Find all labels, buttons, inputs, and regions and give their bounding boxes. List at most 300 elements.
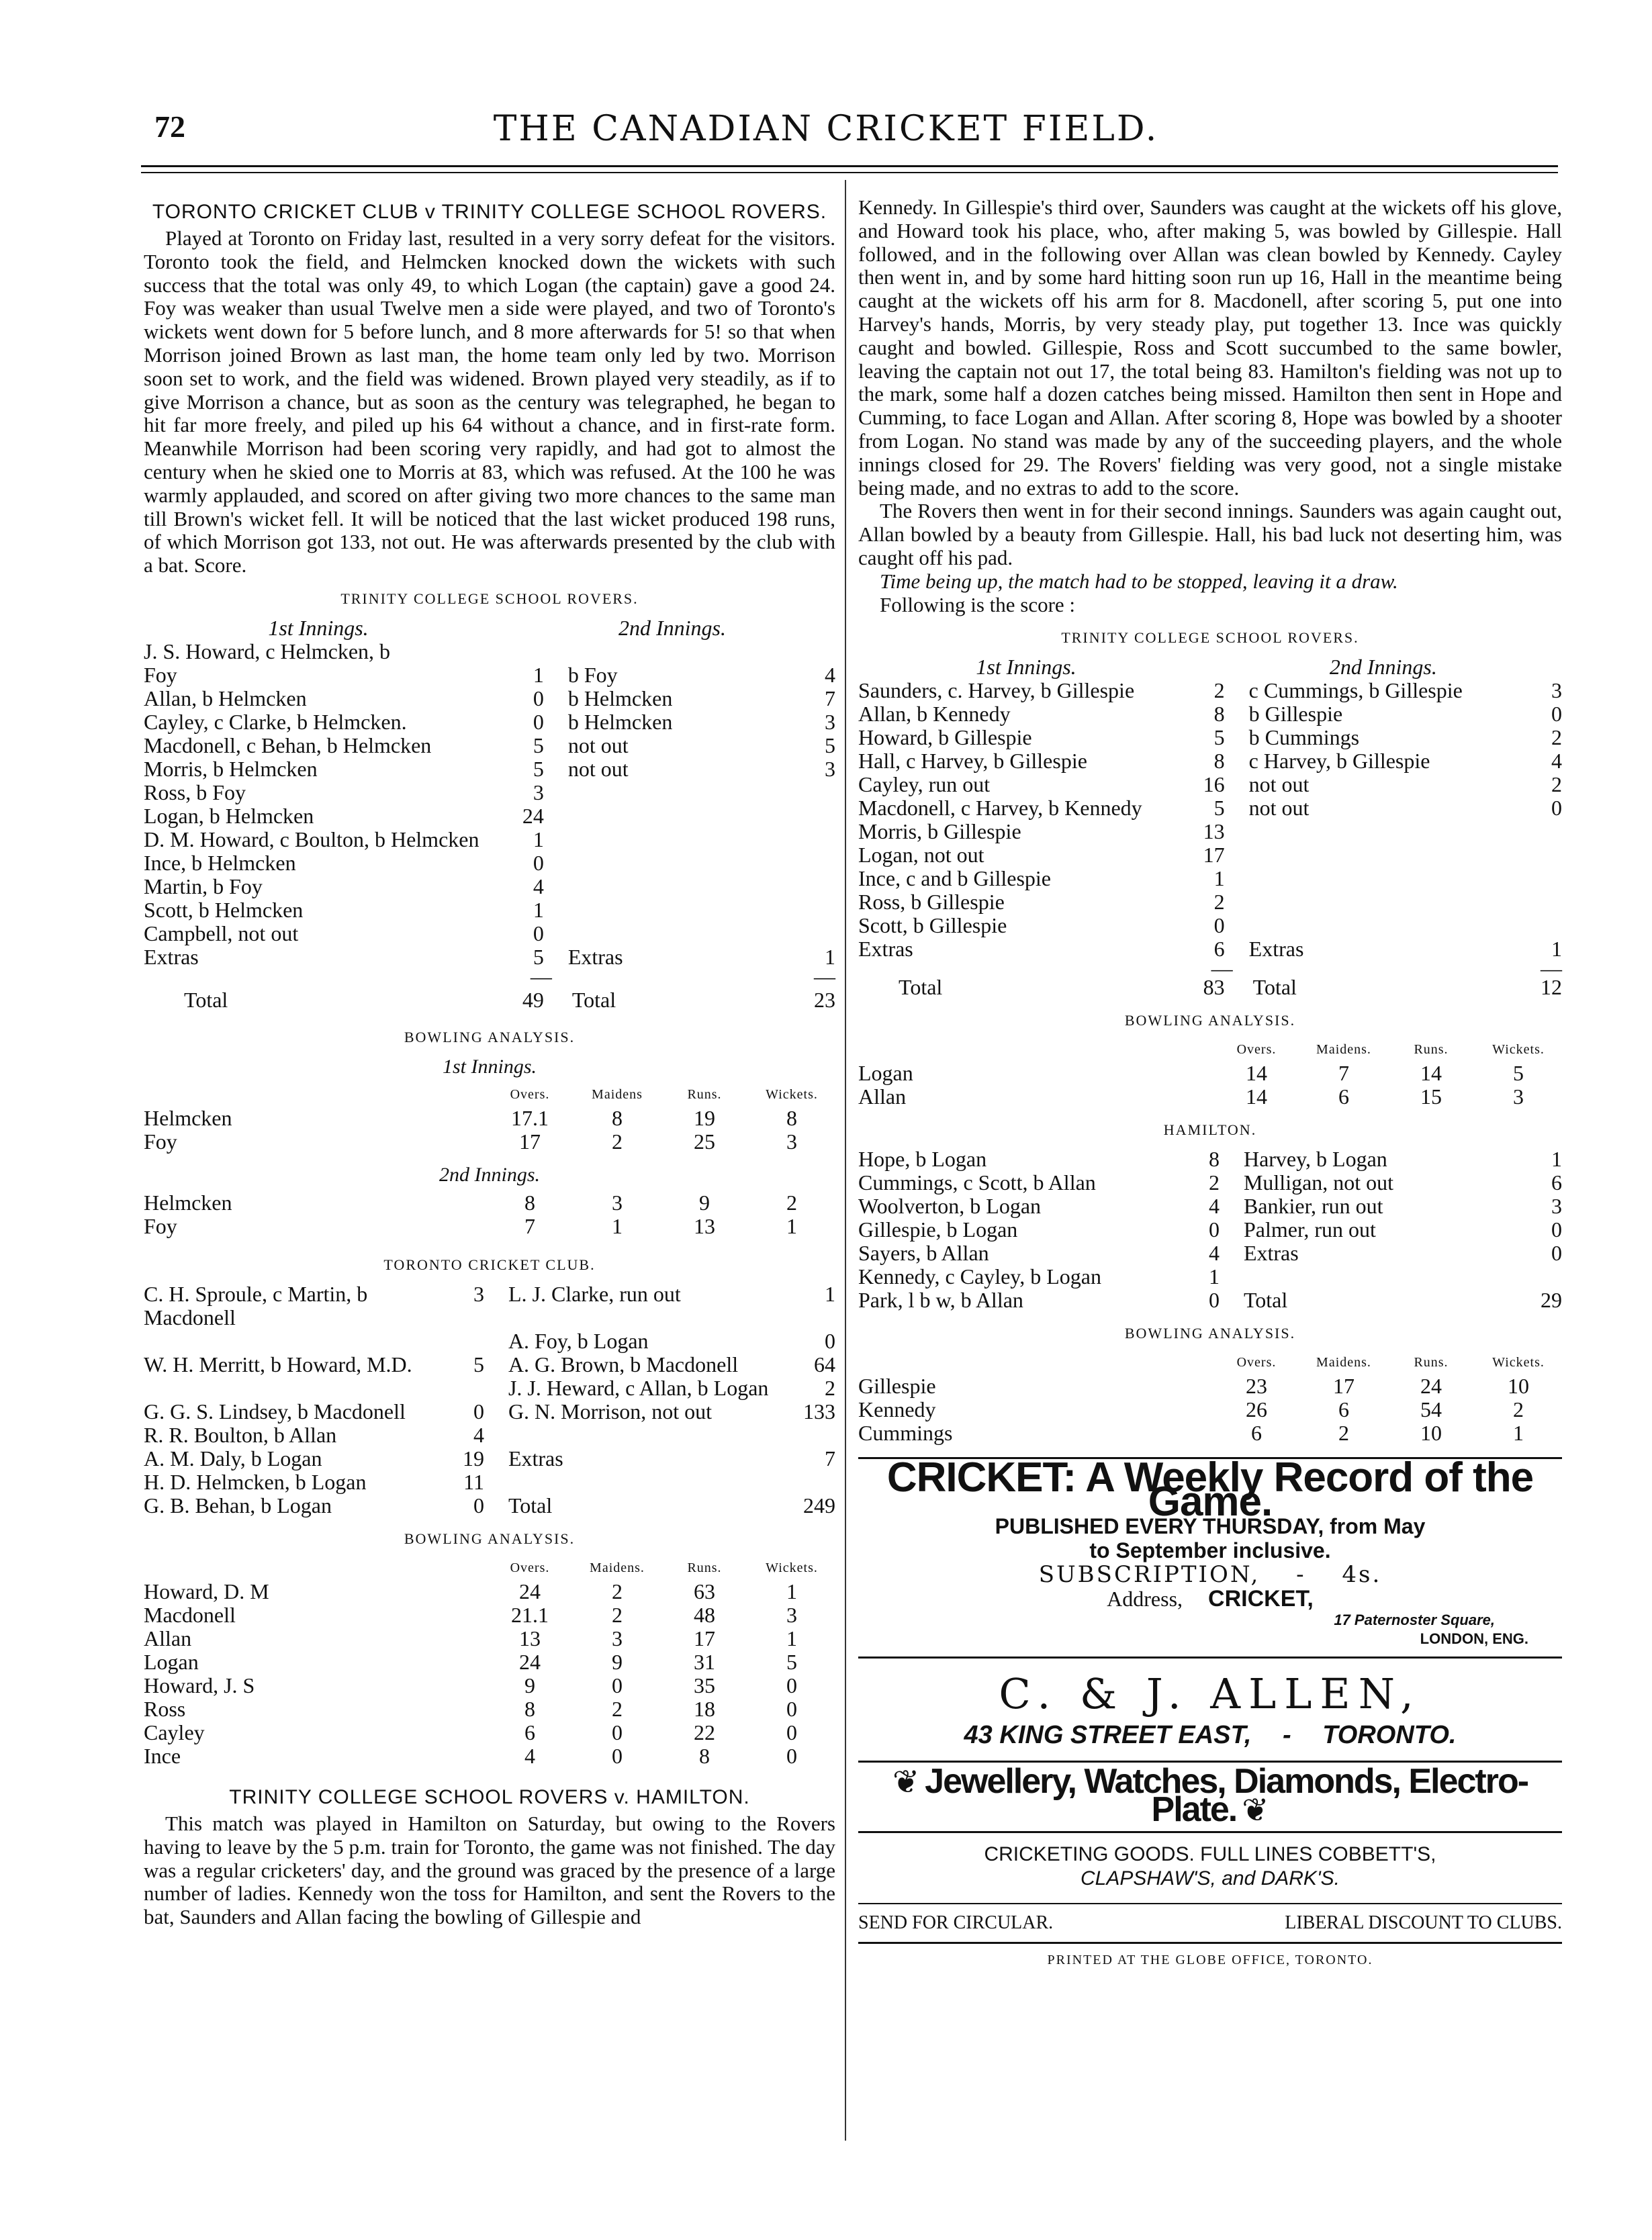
allen-advert-city: TORONTO.: [1322, 1721, 1457, 1750]
bowling-row: [144, 1580, 835, 1603]
runs-1: 0: [473, 1493, 484, 1518]
wickets: 10: [1508, 1374, 1529, 1399]
runs-2: 1: [1551, 937, 1562, 962]
runs-2: 3: [1551, 1194, 1562, 1219]
runs-2: [1534, 914, 1562, 937]
runs-1: 1: [533, 827, 544, 851]
batsman-2: Extras: [1243, 1241, 1299, 1266]
bowling-row: [144, 1130, 835, 1154]
runs-1: 8: [1213, 702, 1225, 727]
batsman-2: Harvey, b Logan: [1243, 1147, 1387, 1172]
batsman-1: Allan, b Helmcken: [144, 686, 307, 710]
allen-advert-goods: Jewellery, Watches, Diamonds, Electro-Plate.: [925, 1762, 1528, 1830]
col-wickets: Wickets.: [766, 1560, 818, 1575]
batsman-1: R. R. Boulton, b Allan: [144, 1422, 337, 1447]
runs-1: 3: [473, 1281, 484, 1306]
runs-2: 1: [825, 1281, 835, 1306]
runs-1: 19: [462, 1446, 484, 1471]
match2-report-score-intro: Following is the score :: [880, 592, 1076, 616]
batsman-2: [552, 898, 792, 922]
runs-2: [792, 851, 835, 875]
match1-bowling-2nd: [144, 1191, 835, 1238]
batsman-1: Extras: [858, 937, 913, 962]
score-row: [144, 1447, 835, 1471]
score-row: [858, 1265, 1562, 1289]
overs: 8: [524, 1696, 535, 1721]
batsman-2: b Cummings: [1248, 725, 1360, 750]
runs-2: 4: [825, 662, 835, 687]
maidens: 2: [612, 1129, 623, 1154]
col-wickets: Wickets.: [1492, 1355, 1545, 1370]
batsman-1: Ross, b Foy: [144, 780, 246, 804]
allen-advert: C. & J. ALLEN, 43 KING STREET EAST, - TORONTO. ❦ Jewellery, Watches, Diamonds, Electro-Plate. ❦ CRICKETING GOODS. FULL LINES COBBETT'S, CLAPSHAW'S, and DARK'S. SEND FOR CIRCULAR. LIBERAL DISCOUNT TO CLUBS.: [858, 1656, 1562, 1935]
overs: 24: [519, 1649, 541, 1674]
bowler: Cayley: [144, 1720, 205, 1744]
wickets: 5: [1513, 1061, 1524, 1086]
right-column: [858, 196, 1562, 1972]
score-row: [858, 1218, 1562, 1242]
batsman-2: [1233, 914, 1534, 937]
runs-2: [792, 781, 835, 804]
runs-1: 0: [533, 709, 544, 734]
match2-report-draw: Time being up, the match had to be stopped, leaving it a draw.: [880, 569, 1398, 593]
runs-2: 0: [1551, 1241, 1562, 1266]
match2-report-start: This match was played in Hamilton on Saturday, but owing to the Rovers having to leave by the 5 p.m. train for Toronto, the game was not finished. The day was a regular cricketers' day, and the ground was graced by the presence of a large number of ladies. Kennedy won the toss for Hamilton, and sent the Rovers to the bat, Saunders and Allan facing the bowling of Gillespie and: [144, 1811, 835, 1929]
allen-advert-cricket-goods: CRICKETING GOODS. FULL LINES COBBETT'S,: [984, 1843, 1436, 1866]
innings-labels-row: [144, 616, 835, 640]
score-row: [144, 804, 835, 828]
batsman-1: W. H. Merritt, b Howard, M.D.: [144, 1352, 412, 1376]
total-label-1: Total: [184, 987, 228, 1012]
runs-2: 0: [1551, 796, 1562, 821]
allen-advert-circular: SEND FOR CIRCULAR.: [858, 1912, 1054, 1934]
match1-report: Played at Toronto on Friday last, resulted in a very sorry defeat for the visitors. Toronto took the field, and Helmcken knocked down the wickets with such success that the total was only 49, to which Logan (the captain) gave a good 24. Foy was weaker than usual Twelve men a side were played, and two of Toronto's wickets went down for 5 before lunch, and 8 more afterwards for 5! so that when Morrison joined Brown as last man, the home team only led by two. Morrison soon set to work, and the field was widened. Brown played very steadily, as if to give Morrison a chance, but as soon as the century was telegraphed, he began to hit far more freely, and piled up his 64 without a chance, and in first-rate form. Meanwhile Morrison had been scoring very rapidly, and had got to almost the century when he skied one to Morris at 83, which was refused. At the 100 he was warmly applauded, and scored on after giving two more chances to the same man till Brown's wicket fell. It will be noticed that the last wicket produced 198 runs, of which Morrison got 133, not out. He was afterwards presented by the club with a bat. Score.: [144, 226, 835, 577]
overs: 9: [524, 1673, 535, 1697]
batsman-1: Macdonell, c Behan, b Helmcken: [144, 733, 432, 757]
bowling-row: [858, 1062, 1562, 1085]
cricket-advert-title: CRICKET: A Weekly Record of the Game.: [886, 1454, 1534, 1526]
total-value-1: 83: [1203, 975, 1225, 1000]
hamilton-bowling: [858, 1351, 1562, 1445]
col-wickets: Wickets.: [1492, 1042, 1545, 1058]
bowling-row: [144, 1744, 835, 1768]
batsman-2: not out: [567, 733, 629, 757]
batsman-2: not out: [1248, 796, 1310, 821]
batsman-2: [552, 804, 792, 828]
batsman-2: [1228, 1265, 1524, 1289]
bowler: Ross: [144, 1696, 186, 1721]
batsman-2: c Cummings, b Gillespie: [1248, 678, 1463, 703]
wickets: 0: [786, 1673, 797, 1697]
runs-2: 0: [1551, 1217, 1562, 1242]
batsman-2: b Helmcken: [567, 709, 673, 734]
runs-1: 0: [1208, 1217, 1220, 1242]
batsman-2: not out: [567, 756, 629, 781]
batsman-1: C. H. Sproule, c Martin, b Macdonell: [144, 1281, 368, 1329]
bowling-row: [144, 1674, 835, 1697]
cricket-advert-street: 17 Paternoster Square,: [1334, 1612, 1495, 1629]
score-row: [144, 1329, 835, 1353]
bowling-row: [144, 1697, 835, 1721]
batsman-1: Cummings, c Scott, b Allan: [858, 1170, 1096, 1195]
allen-advert-discount: LIBERAL DISCOUNT TO CLUBS.: [1285, 1912, 1562, 1934]
col-overs: Overs.: [1236, 1042, 1277, 1058]
cricket-advert-published: PUBLISHED EVERY THURSDAY, from May: [995, 1514, 1426, 1539]
runs-1: 2: [1213, 678, 1225, 703]
score-row: [858, 914, 1562, 937]
batsman-1: Ross, b Gillespie: [858, 890, 1005, 915]
runs-1: 4: [473, 1422, 484, 1447]
runs-1: 5: [533, 756, 544, 781]
batsman-1: Hope, b Logan: [858, 1147, 987, 1172]
runs-2: [1534, 843, 1562, 867]
batsman-2: [1233, 890, 1534, 914]
first-innings-label: 1st Innings.: [976, 655, 1076, 680]
runs-1: 0: [533, 686, 544, 710]
runs-1: 13: [1203, 819, 1225, 844]
score-row: [858, 1242, 1562, 1265]
batsman-2: Extras: [567, 944, 623, 969]
score-row: [144, 945, 835, 969]
wickets: 8: [786, 1105, 797, 1130]
runs-2: 3: [825, 756, 835, 781]
runs-1: 1: [533, 897, 544, 922]
match1-bowling-heading: BOWLING ANALYSIS.: [404, 1028, 576, 1045]
runs-2: 249: [803, 1493, 835, 1518]
col-wickets: Wickets.: [766, 1086, 818, 1102]
runs: 24: [1420, 1374, 1442, 1399]
batsman-1: Foy: [144, 662, 177, 687]
overs: 23: [1246, 1374, 1267, 1399]
score-row: [144, 640, 835, 663]
batsman-1: Logan, b Helmcken: [144, 803, 314, 828]
batsman-1: D. M. Howard, c Boulton, b Helmcken: [144, 827, 479, 851]
runs: 54: [1420, 1397, 1442, 1422]
maidens: 6: [1338, 1084, 1349, 1109]
runs: 19: [694, 1105, 715, 1130]
runs-1: 2: [1213, 890, 1225, 915]
toronto-heading: TORONTO CRICKET CLUB.: [383, 1256, 596, 1273]
runs-2: 133: [803, 1399, 835, 1424]
batsman-2: [552, 922, 792, 945]
batsman-1: Woolverton, b Logan: [858, 1194, 1042, 1219]
batsman-1: Macdonell, c Harvey, b Kennedy: [858, 796, 1142, 821]
left-ornament-icon: ❦: [892, 1765, 920, 1801]
batsman-2: not out: [1248, 772, 1310, 797]
match2-rovers-heading: TRINITY COLLEGE SCHOOL ROVERS.: [1061, 629, 1359, 647]
header-rule-bottom: [141, 172, 1558, 173]
cricket-advert-period: to September inclusive.: [1089, 1538, 1331, 1563]
match1-rovers-heading: TRINITY COLLEGE SCHOOL ROVERS.: [340, 590, 639, 607]
runs-1: 17: [1203, 843, 1225, 868]
overs: 6: [524, 1720, 535, 1744]
bowler: Cummings: [858, 1421, 953, 1446]
score-row: [144, 922, 835, 945]
match1-bowling-1st: [144, 1083, 835, 1154]
score-row: [858, 1195, 1562, 1218]
bowler: Howard, D. M: [144, 1579, 269, 1603]
match2-bowling-heading: BOWLING ANALYSIS.: [1124, 1012, 1296, 1029]
score-row: [858, 890, 1562, 914]
bowling-row: [858, 1421, 1562, 1445]
wickets: 1: [786, 1626, 797, 1650]
score-row: [144, 687, 835, 710]
batsman-1: G. B. Behan, b Logan: [144, 1493, 332, 1518]
score-row: [144, 1494, 835, 1518]
bowling-row: [144, 1721, 835, 1744]
maidens: 17: [1333, 1374, 1355, 1399]
maidens: 2: [1338, 1421, 1349, 1446]
batsman-2: [552, 781, 792, 804]
wickets: 2: [786, 1190, 797, 1215]
maidens: 7: [1338, 1061, 1349, 1086]
runs-1: 0: [533, 850, 544, 875]
batsman-2: c Harvey, b Gillespie: [1248, 749, 1430, 774]
batsman-2: J. J. Heward, c Allan, b Logan: [508, 1375, 769, 1400]
score-row: [858, 679, 1562, 702]
score-row: [858, 1148, 1562, 1171]
runs-2: [792, 828, 835, 851]
bowler: Allan: [144, 1626, 192, 1650]
score-row: [144, 757, 835, 781]
total-label-1: Total: [899, 975, 943, 1000]
runs-2: [800, 1424, 835, 1447]
match2-rovers-totals: [858, 976, 1562, 999]
overs: 14: [1246, 1084, 1267, 1109]
total-value-2: 12: [1541, 975, 1562, 1000]
bowling-row: [144, 1603, 835, 1627]
runs-2: 64: [814, 1352, 835, 1376]
runs-1: 3: [533, 780, 544, 804]
wickets: 3: [786, 1602, 797, 1627]
allen-advert-street: 43 KING STREET EAST,: [964, 1721, 1252, 1750]
bowler: Logan: [144, 1649, 199, 1674]
overs: 6: [1251, 1421, 1262, 1446]
batsman-1: G. G. S. Lindsey, b Macdonell: [144, 1399, 406, 1424]
bowler: Allan: [858, 1084, 907, 1109]
score-row: [144, 1353, 835, 1376]
batsman-2: b Gillespie: [1248, 702, 1343, 727]
runs-1: 16: [1203, 772, 1225, 797]
match2-report-second-innings: The Rovers then went in for their second innings. Saunders was again caught out, Allan bowled by a beauty from Gillespie. Hall, his bad luck not deserting him, was caught off his pad.: [858, 499, 1562, 569]
score-row: [144, 710, 835, 734]
overs: 21.1: [511, 1602, 549, 1627]
runs-2: 3: [825, 709, 835, 734]
batsman-1: [144, 1376, 459, 1400]
score-row: [144, 1424, 835, 1447]
col-maidens: Maidens.: [1316, 1355, 1371, 1370]
allen-advert-makers: CLAPSHAW'S, and DARK'S.: [1080, 1867, 1340, 1890]
total-label-2: Total: [1252, 975, 1297, 1000]
overs: 14: [1246, 1061, 1267, 1086]
batsman-2: [552, 640, 792, 663]
runs: 13: [694, 1213, 715, 1238]
wickets: 0: [786, 1720, 797, 1744]
runs-2: 7: [825, 686, 835, 710]
running-head: THE CANADIAN CRICKET FIELD.: [493, 109, 1159, 149]
batsman-1: Allan, b Kennedy: [858, 702, 1011, 727]
score-row: [144, 828, 835, 851]
runs-2: [1524, 1265, 1562, 1289]
total-value-1: 49: [522, 987, 544, 1012]
match1-bowling-2nd-label: 2nd Innings.: [439, 1163, 540, 1186]
runs-2: 0: [1551, 702, 1562, 727]
batsman-2: A. Foy, b Logan: [508, 1328, 649, 1353]
maidens: 0: [612, 1673, 623, 1697]
runs-1: 2: [1208, 1170, 1220, 1195]
match2-report-continued: Kennedy. In Gillespie's third over, Saunders was caught at the wickets off his glove, and Howard took his place, who, after making 5, was bowled by Gillespie. Hall followed, and in the following over Allan was clean bowled by Kennedy. Cayley then went in, and by some hard hitting soon run up 16, Hall in the meantime being caught at the wickets off his arm for 8. Macdonell, after scoring 5, put one into Harvey's hands, Morris, by very steady play, put together 13. Ince was quickly caught and bowled. Gillespie, Ross and Scott succumbed to the same bowler, leaving the captain not out 17, the total being 83. Hamilton's fielding was not up to the mark, some half a dozen catches being missed. Hamilton then sent in Hope and Cumming, to face Logan and Allan. After scoring 8, Hope was bowled by a shooter from Logan. No stand was made by any of the succeeding players, and the whole innings closed for 29. The Rovers' fielding was very good, not a single mistake being made, and no extras to add to the score.: [858, 195, 1562, 500]
runs-1: 5: [533, 944, 544, 969]
batsman-1: Campbell, not out: [144, 921, 299, 945]
batsman-1: Park, l b w, b Allan: [858, 1288, 1023, 1313]
batsman-2: b Foy: [567, 662, 618, 687]
runs: 22: [694, 1720, 715, 1744]
runs-2: [1534, 820, 1562, 843]
maidens: 0: [612, 1720, 623, 1744]
runs-1: 24: [522, 803, 544, 828]
match2-rovers-bowling: [858, 1038, 1562, 1109]
bowler: Gillespie: [858, 1374, 936, 1399]
cricket-advert: CRICKET: A Weekly Record of the Game. PUBLISHED EVERY THURSDAY, from May to September inclusive. SUBSCRIPTION, - 4s. Address, CRICKET, 17 Paternoster Square, LONDON, ENG.: [858, 1457, 1562, 1648]
score-row: [144, 1471, 835, 1494]
batsman-1: Scott, b Gillespie: [858, 913, 1007, 938]
allen-advert-name: C. & J. ALLEN,: [999, 1669, 1422, 1719]
overs: 8: [524, 1190, 535, 1215]
bowler: Helmcken: [144, 1105, 232, 1130]
runs-2: 6: [1551, 1170, 1562, 1195]
match1-rovers-totals: [144, 984, 835, 1016]
batsman-1: Kennedy, c Cayley, b Logan: [858, 1264, 1101, 1289]
bowling-row: [144, 1107, 835, 1130]
runs-1: 1: [533, 662, 544, 687]
wickets: 2: [1513, 1397, 1524, 1422]
cricket-advert-price: 4s.: [1342, 1561, 1382, 1589]
maidens: 0: [612, 1743, 623, 1768]
toronto-scorecard: [144, 1282, 835, 1518]
score-row: [144, 875, 835, 898]
batsman-1: Morris, b Helmcken: [144, 756, 318, 781]
total-label-2: Total: [571, 987, 616, 1012]
wickets: 1: [1513, 1421, 1524, 1446]
col-maidens: Maidens: [592, 1086, 643, 1102]
score-row: [858, 820, 1562, 843]
score-row: [858, 702, 1562, 726]
batsman-2: Mulligan, not out: [1243, 1170, 1394, 1195]
runs-1: 5: [1213, 725, 1225, 750]
score-row: [144, 1400, 835, 1424]
batsman-2: [492, 1471, 800, 1494]
wickets: 3: [786, 1129, 797, 1154]
runs-1: [493, 640, 552, 663]
match2-rovers-scorecard: 1st Innings. 2nd Innings. Saunders, c. Harvey, b Gillespie 2 c Cummings, b Gillespie 3 Allan, b Kennedy 8 b Gillespie 0 Howard, b Gillespie 5 b Cummings 2 Hall, c Harvey, b Gillespie 8 c Harvey, b Gillespie 4 Cayley, run out 16 not out 2 Macdonell, c Harvey, b Kennedy 5 not out 0 Morris, b Gillespie 13 Logan, not out 17 Ince, c and b Gillespie 1 Ross, b Gillespie 2 Scott, b Gillespie 0 Extras 6 Extras 1 — — Total 83 Total 12: [858, 655, 1562, 1000]
score-row: [858, 1289, 1562, 1312]
match1-rovers-scorecard: 1st Innings. 2nd Innings. J. S. Howard, c Helmcken, b Foy 1 b Foy 4 Allan, b Helmcken 0 b Helmcken 7 Cayley, c Clarke, b Helmcken. 0 b Helmcken 3 Macdonell, c Behan, b Helmcken 5 not out 5 Morris, b Helmcken 5 not out 3 Ross, b Foy 3 Logan, b Helmcken 24 D. M. Howard, c Boulton, b Helmcken 1 Ince, b Helmcken 0 Martin, b Foy 4 Scott, b Helmcken 1 Campbell, not out 0 Extras 5 Extras 1 — — Total 49 Total 23: [144, 616, 835, 1016]
runs-1: 1: [1208, 1264, 1220, 1289]
runs: 14: [1420, 1061, 1442, 1086]
batsman-2: [492, 1424, 800, 1447]
batsman-2: [1233, 867, 1534, 890]
hamilton-scorecard: [858, 1148, 1562, 1312]
col-runs: Runs.: [1414, 1355, 1449, 1370]
overs: 7: [524, 1213, 535, 1238]
bowling-row: [858, 1085, 1562, 1109]
hamilton-bowling-heading: BOWLING ANALYSIS.: [1124, 1325, 1296, 1342]
wickets: 1: [786, 1213, 797, 1238]
maidens: 1: [612, 1213, 623, 1238]
runs-2: [792, 922, 835, 945]
wickets: 3: [1513, 1084, 1524, 1109]
score-row: [858, 1171, 1562, 1195]
batsman-2: [552, 828, 792, 851]
runs-2: [792, 875, 835, 898]
cricket-advert-address-name: CRICKET,: [1208, 1586, 1314, 1612]
batsman-2: Total: [1243, 1288, 1288, 1313]
page-number: 72: [154, 109, 185, 144]
cricket-advert-subscription: SUBSCRIPTION,: [1038, 1561, 1260, 1589]
score-row: [144, 734, 835, 757]
bowling-row: [144, 1191, 835, 1215]
batsman-2: L. J. Clarke, run out: [508, 1281, 681, 1306]
runs-1: 0: [473, 1399, 484, 1424]
col-overs: Overs.: [510, 1560, 550, 1575]
bowling-row: [144, 1650, 835, 1674]
bowler: Kennedy: [858, 1397, 936, 1422]
batsman-2: Extras: [508, 1446, 563, 1471]
runs-2: 1: [1551, 1147, 1562, 1172]
cricket-advert-city: LONDON, ENG.: [1420, 1630, 1528, 1648]
runs-2: 2: [1551, 772, 1562, 797]
bowler: Helmcken: [144, 1190, 232, 1215]
toronto-bowling-heading: BOWLING ANALYSIS.: [404, 1530, 576, 1547]
col-overs: Overs.: [510, 1086, 550, 1102]
batsman-1: Cayley, c Clarke, b Helmcken.: [144, 709, 407, 734]
runs: 9: [699, 1190, 710, 1215]
runs-2: 29: [1541, 1288, 1562, 1313]
score-row: [144, 1282, 835, 1329]
hamilton-heading: HAMILTON.: [1163, 1121, 1257, 1139]
batsman-1: Morris, b Gillespie: [858, 819, 1021, 844]
column-divider: [845, 180, 846, 2141]
runs: 25: [694, 1129, 715, 1154]
right-ornament-icon: ❦: [1242, 1793, 1269, 1829]
bowling-row: [144, 1215, 835, 1238]
bowling-row: [144, 1627, 835, 1650]
batsman-1: [144, 1329, 459, 1353]
overs: 17.1: [511, 1105, 549, 1130]
batsman-2: Extras: [1248, 937, 1304, 962]
batsman-2: [1233, 820, 1534, 843]
runs-1: 0: [1213, 913, 1225, 938]
cricket-advert-address-label: Address,: [1107, 1587, 1183, 1612]
runs-1: 11: [463, 1469, 484, 1494]
bowler: Howard, J. S: [144, 1673, 255, 1697]
runs-2: 7: [825, 1446, 835, 1471]
maidens: 2: [612, 1602, 623, 1627]
runs: 8: [699, 1743, 710, 1768]
maidens: 6: [1338, 1397, 1349, 1422]
col-runs: Runs.: [687, 1086, 722, 1102]
maidens: 9: [612, 1649, 623, 1674]
batsman-1: Hall, c Harvey, b Gillespie: [858, 749, 1087, 774]
score-row: [144, 781, 835, 804]
batsman-1: Ince, b Helmcken: [144, 850, 296, 875]
runs: 63: [694, 1579, 715, 1603]
runs-2: 2: [825, 1375, 835, 1400]
runs-2: 2: [1551, 725, 1562, 750]
overs: 4: [524, 1743, 535, 1768]
batsman-2: [552, 851, 792, 875]
batsman-2: A. G. Brown, b Macdonell: [508, 1352, 739, 1376]
